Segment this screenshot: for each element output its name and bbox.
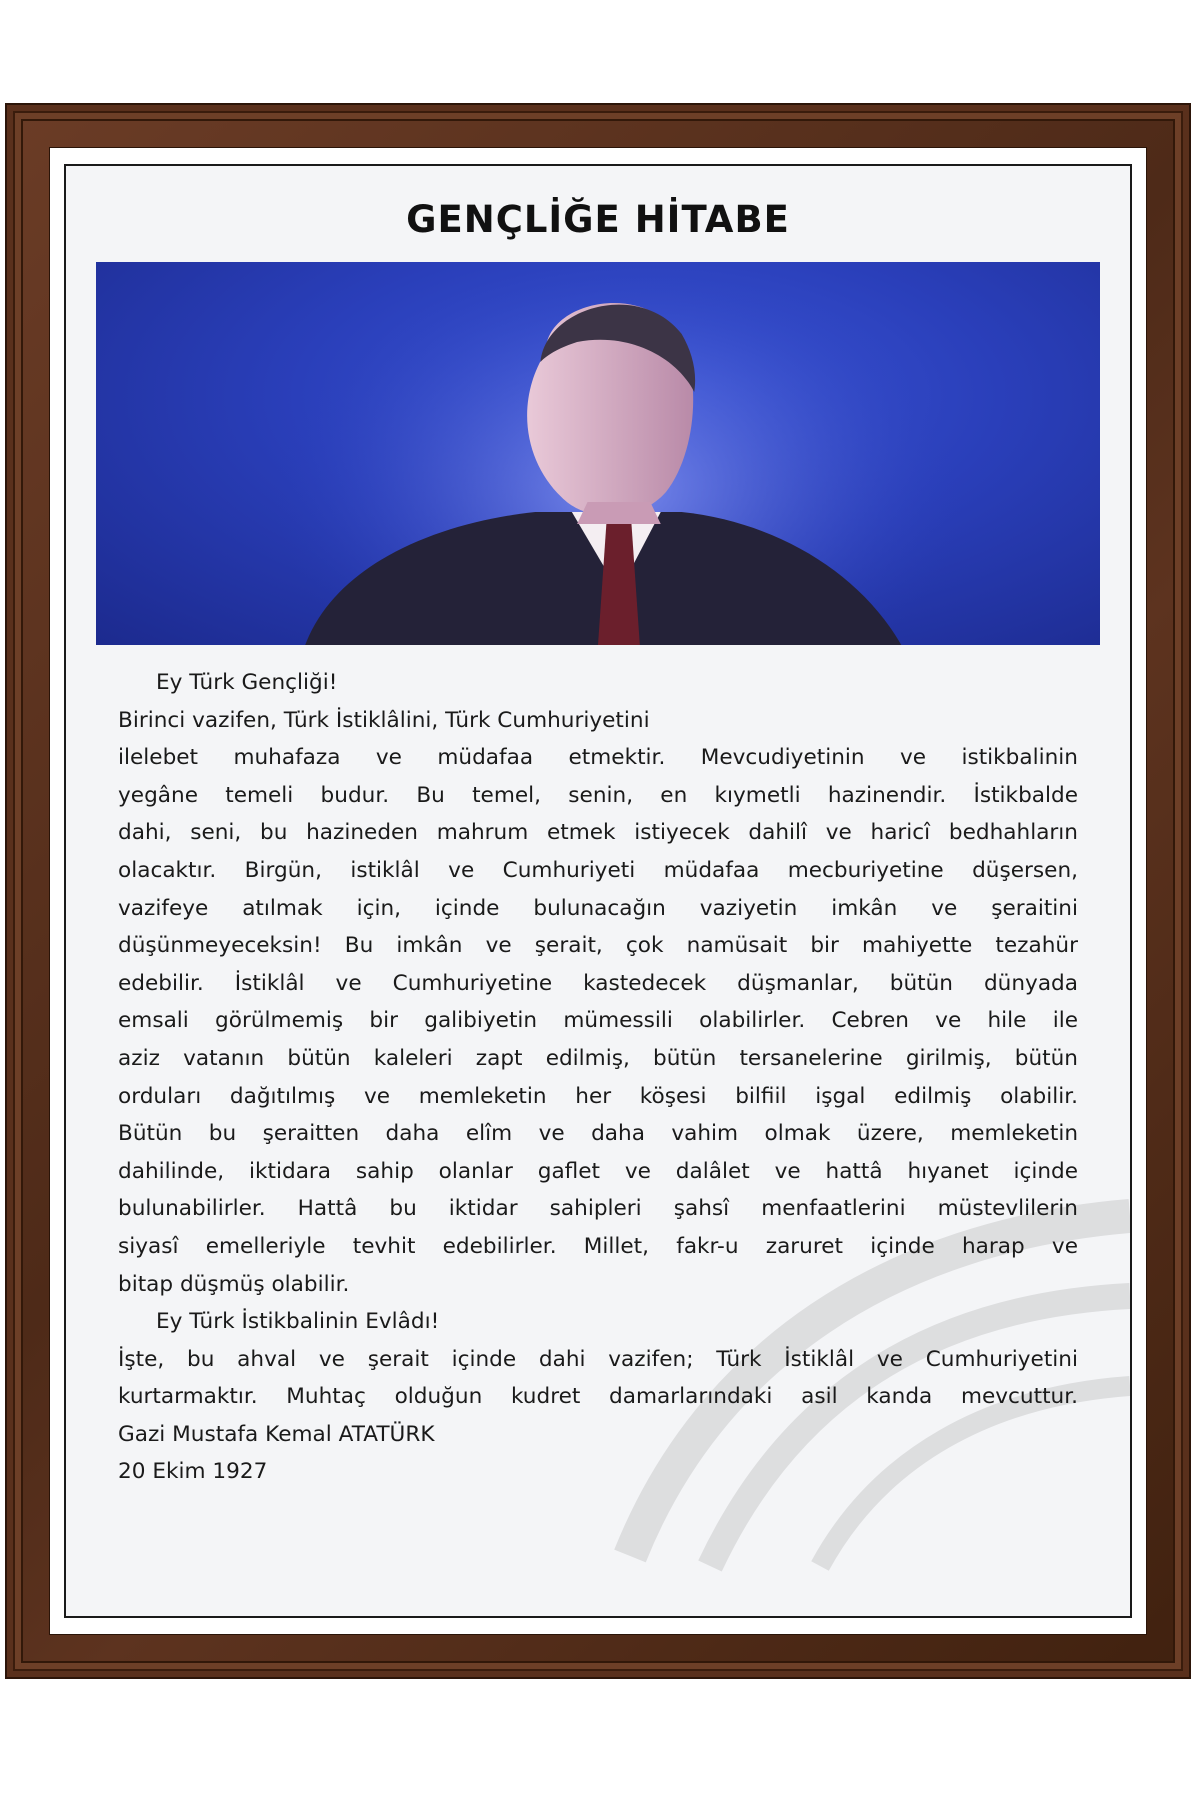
speech-line: aziz vatanın bütün kaleleri zapt edilmiş, bütün tersanelerine girilmiş, bütün [118,1045,1078,1071]
speech-line: emsali görülmemiş bir galibiyetin mümessili olabilirler. Cebren ve hile ile [118,1008,1078,1034]
speech-date: 20 Ekim 1927 [118,1459,268,1485]
speech-line: vazifeye atılmak için, içinde bulunacağın vaziyetin imkân ve şeraitini [118,895,1078,921]
speech-line: olacaktır. Birgün, istiklâl ve Cumhuriyeti müdafaa mecburiyetine düşersen, [118,857,1078,883]
speech-line: kurtarmaktır. Muhtaç olduğun kudret damarlarındaki asil kanda mevcuttur. [118,1384,1078,1410]
poster [64,164,1132,1618]
wooden-frame [5,103,1191,1679]
speech-line: bulunabilirler. Hattâ bu iktidar sahipleri şahsî menfaatlerini müstevlilerin [118,1196,1078,1222]
speech-line: Bütün bu şeraitten daha elîm ve daha vahim olmak üzere, memleketin [118,1121,1078,1147]
speech-line: Birinci vazifen, Türk İstiklâlini, Türk Cumhuriyetini [118,707,650,733]
salutation-youth: Ey Türk Gençliği! [156,670,338,695]
speech-line: edebilir. İstiklâl ve Cumhuriyetine kastedecek düşmanlar, bütün dünyada [118,970,1078,996]
portrait-figure-icon [96,262,1100,645]
speech-line: yegâne temeli budur. Bu temel, senin, en kıymetli hazinendir. İstikbalde [118,782,1078,808]
speech-line: düşünmeyeceksin! Bu imkân ve şerait, çok namüsait bir mahiyette tezahür [118,933,1078,959]
speech-line: siyasî emelleriyle tevhit edebilirler. Millet, fakr-u zaruret içinde harap ve [118,1233,1078,1259]
speech-line: dahilinde, iktidara sahip olanlar gaflet ve dalâlet ve hattâ hıyanet içinde [118,1158,1078,1184]
speech-line: orduları dağıtılmış ve memleketin her köşesi bilfiil işgal edilmiş olabilir. [118,1083,1078,1109]
frame-mat [49,147,1147,1635]
speech-line: bitap düşmüş olabilir. [118,1271,350,1297]
poster-title: GENÇLİĞE HİTABE [406,198,790,241]
speech-line: ilelebet muhafaza ve müdafaa etmektir. Mevcudiyetinin ve istikbalinin [118,745,1078,771]
portrait-banner [96,262,1100,645]
speech-line: İşte, bu ahval ve şerait içinde dahi vazifen; Türk İstiklâl ve Cumhuriyetini [118,1346,1078,1372]
speech-text [118,664,1078,1491]
author-name: Gazi Mustafa Kemal ATATÜRK [118,1421,435,1447]
salutation-future: Ey Türk İstikbalinin Evlâdı! [156,1309,440,1335]
speech-line: dahi, seni, bu hazineden mahrum etmek istiyecek dahilî ve haricî bedhahların [118,820,1078,846]
